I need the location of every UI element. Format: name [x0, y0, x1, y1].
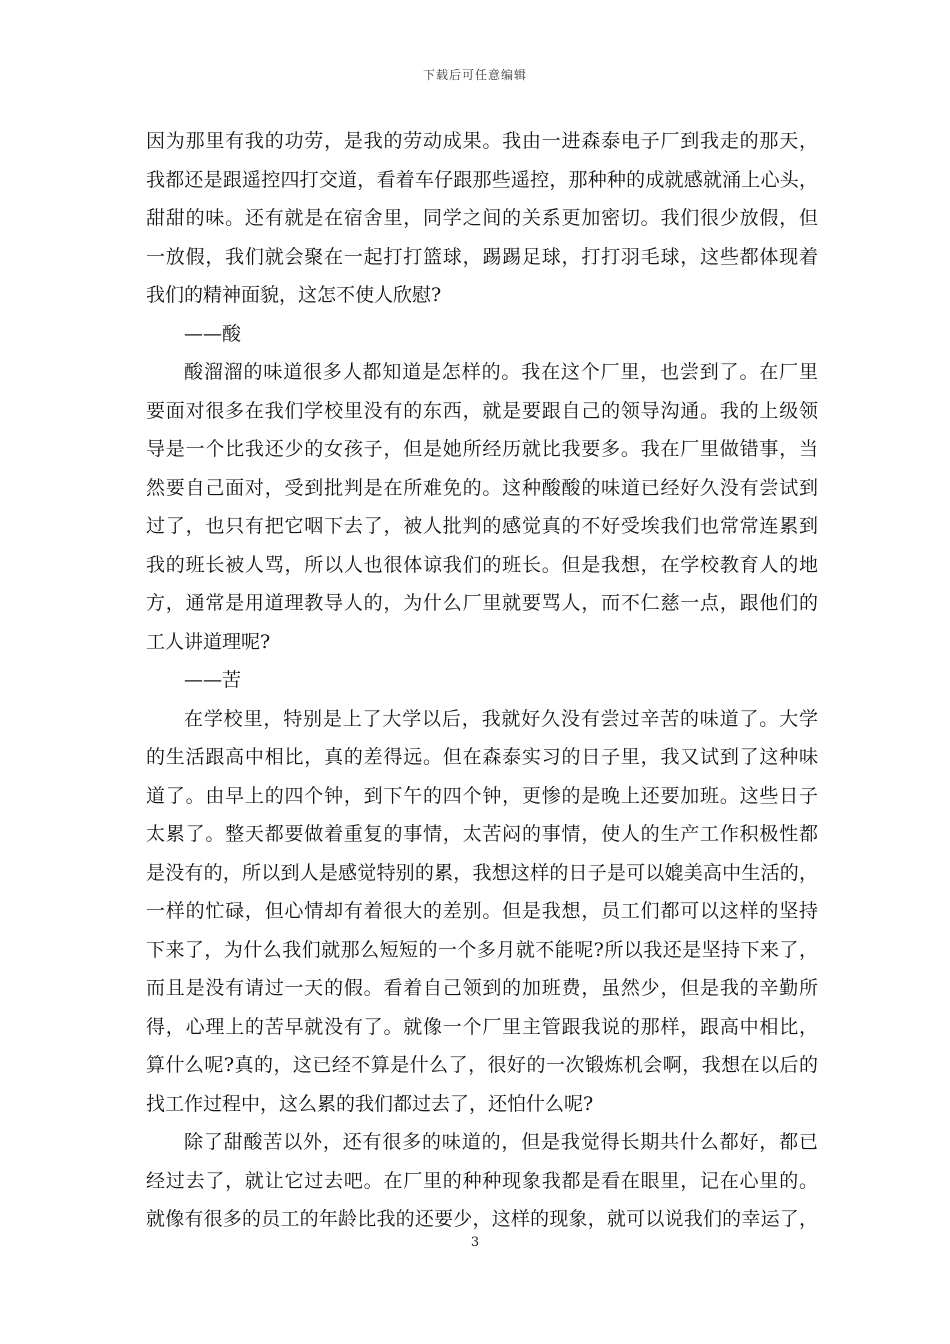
- text-line: 要面对很多在我们学校里没有的东西，就是要跟自己的领导沟通。我的上级领: [146, 399, 818, 422]
- text-line: ——苦: [184, 669, 242, 691]
- text-line: 下来了，为什么我们就那么短短的一个多月就不能呢?所以我还是坚持下来了，: [146, 938, 818, 961]
- text-line: 的生活跟高中相比，真的差得远。但在森泰实习的日子里，我又试到了这种味: [146, 746, 818, 768]
- text-line: 太累了。整天都要做着重复的事情，太苦闷的事情，使人的生产工作积极性都: [146, 823, 818, 845]
- text-line: 方，通常是用道理教导人的，为什么厂里就要骂人，而不仁慈一点，跟他们的: [146, 592, 818, 614]
- text-line: 甜甜的味。还有就是在宿舍里，同学之间的关系更加密切。我们很少放假，但: [146, 207, 818, 229]
- text-line: 是没有的，所以到人是感觉特别的累，我想这样的日子是可以媲美高中生活的，: [146, 861, 818, 884]
- text-line: 一放假，我们就会聚在一起打打篮球，踢踢足球，打打羽毛球，这些都体现着: [146, 245, 818, 268]
- text-line: 我们的精神面貌，这怎不使人欣慰?: [146, 284, 442, 306]
- text-line: 过了，也只有把它咽下去了，被人批判的感觉真的不好受埃我们也常常连累到: [146, 515, 818, 537]
- text-line: 工人讲道理呢?: [146, 630, 271, 653]
- text-line: 得，心理上的苦早就没有了。就像一个厂里主管跟我说的那样，跟高中相比，: [146, 1015, 818, 1038]
- text-line: 除了甜酸苦以外，还有很多的味道的，但是我觉得长期共什么都好，都已: [184, 1131, 818, 1153]
- text-line: 一样的忙碌，但心情却有着很大的差别。但是我想，员工们都可以这样的坚持: [146, 900, 818, 922]
- text-line: 然要自己面对，受到批判是在所难免的。这种酸酸的味道已经好久没有尝试到: [146, 476, 818, 499]
- text-line: 导是一个比我还少的女孩子，但是她所经历就比我要多。我在厂里做错事，当: [146, 438, 818, 460]
- text-line: 找工作过程中，这么累的我们都过去了，还怕什么呢?: [146, 1092, 594, 1115]
- text-line: 在学校里，特别是上了大学以后，我就好久没有尝过辛苦的味道了。大学: [184, 707, 818, 730]
- text-line: 就像有很多的员工的年龄比我的还要少，这样的现象，就可以说我们的幸运了，: [146, 1208, 818, 1230]
- text-line: 道了。由早上的四个钟，到下午的四个钟，更惨的是晚上还要加班。这些日子: [146, 784, 818, 807]
- text-line: 酸溜溜的味道很多人都知道是怎样的。我在这个厂里，也尝到了。在厂里: [184, 361, 818, 383]
- page-header: 下载后可任意编辑: [422, 68, 527, 82]
- page-number: 3: [470, 1235, 480, 1250]
- text-line: 而且是没有请过一天的假。看着自己领到的加班费，虽然少，但是我的辛勤所: [146, 977, 818, 999]
- text-line: 我的班长被人骂，所以人也很体谅我们的班长。但是我想，在学校教育人的地: [146, 553, 818, 576]
- text-line: 经过去了，就让它过去吧。在厂里的种种现象我都是看在眼里，记在心里的。: [146, 1169, 818, 1192]
- document-body: [146, 122, 818, 1239]
- text-line: 我都还是跟遥控四打交道，看着车仔跟那些遥控，那种种的成就感就涌上心头，: [146, 168, 818, 191]
- text-line: ——酸: [184, 322, 242, 345]
- text-line: 因为那里有我的功劳，是我的劳动成果。我由一进森泰电子厂到我走的那天，: [146, 130, 818, 152]
- text-line: 算什么呢?真的，这已经不算是什么了，很好的一次锻炼机会啊，我想在以后的: [146, 1054, 818, 1076]
